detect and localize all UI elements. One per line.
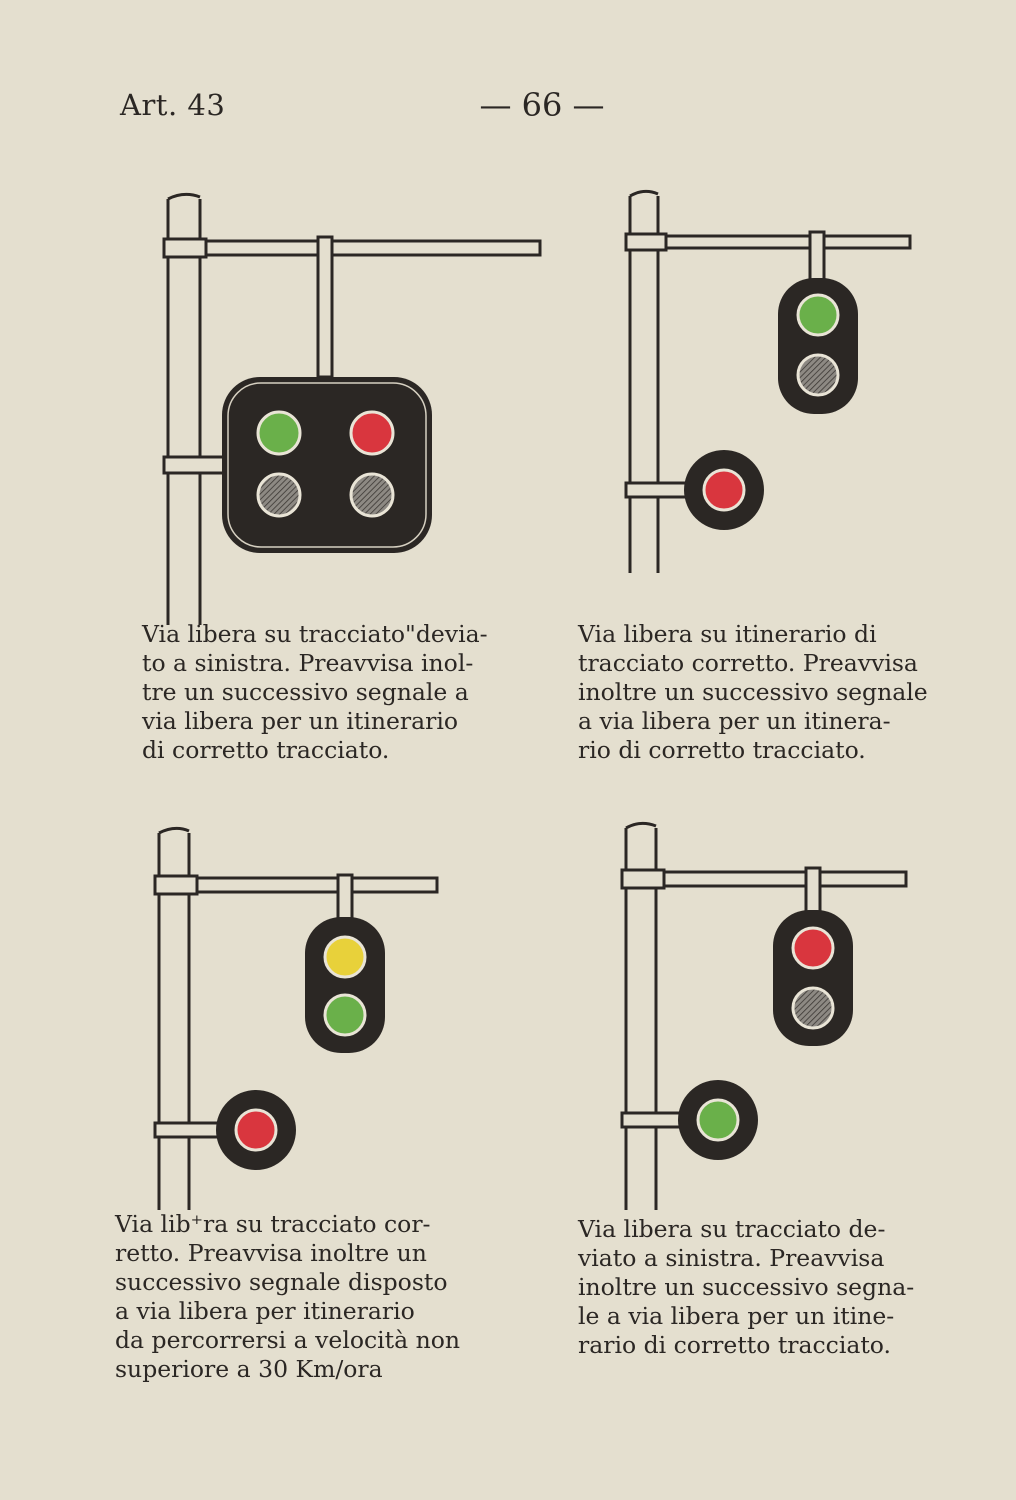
caption-line: Via libera su itinerario di: [578, 620, 877, 648]
caption-line: superiore a 30 Km/ora: [115, 1355, 383, 1383]
caption-figure-2: [578, 620, 958, 765]
disc-lamp: [698, 1100, 738, 1140]
caption-line: to a sinistra. Preavvisa inol-: [142, 649, 474, 677]
caption-line: retto. Preavvisa inoltre un: [115, 1239, 427, 1267]
lamp-bottom: [798, 355, 838, 395]
lamp-top: [798, 295, 838, 335]
lamp-4: [351, 474, 393, 516]
lamp-bottom: [793, 988, 833, 1028]
caption-line: da percorrersi a velocità non: [115, 1326, 461, 1354]
caption-figure-1: [142, 620, 532, 765]
signal-illustration-2: [610, 188, 920, 573]
caption-line: rio di corretto tracciato.: [578, 736, 866, 764]
lamp-top: [793, 928, 833, 968]
lamp-3: [258, 474, 300, 516]
disc-lamp: [704, 470, 744, 510]
page-number: — 66 —: [479, 86, 605, 124]
caption-line: le a via libera per un itine-: [578, 1302, 895, 1330]
caption-line: Via libera su tracciato"devia-: [142, 620, 488, 648]
caption-line: inoltre un successivo segna-: [578, 1273, 915, 1301]
caption-figure-3: [115, 1210, 495, 1384]
article-number: Art. 43: [120, 88, 226, 122]
caption-line: a via libera per un itinera-: [578, 707, 891, 735]
caption-line: via libera per un itinerario: [142, 707, 459, 735]
caption-line: Via lib⁺ra su tracciato cor-: [115, 1210, 431, 1238]
caption-line: rario di corretto tracciato.: [578, 1331, 892, 1359]
lamp-top: [325, 937, 365, 977]
lamp-1: [258, 412, 300, 454]
lamp-bottom: [325, 995, 365, 1035]
caption-line: tracciato corretto. Preavvisa: [578, 649, 918, 677]
caption-line: a via libera per itinerario: [115, 1297, 415, 1325]
caption-figure-4: [578, 1215, 948, 1360]
caption-line: viato a sinistra. Preavvisa: [578, 1244, 885, 1272]
signal-figure-3: [145, 825, 455, 1210]
disc-lamp: [236, 1110, 276, 1150]
lamp-2: [351, 412, 393, 454]
quad-signal-illustration: [150, 185, 550, 625]
signal-figure-1: [150, 185, 550, 625]
signal-illustration-3: [145, 825, 455, 1210]
caption-line: inoltre un successivo segnale: [578, 678, 928, 706]
caption-line: tre un successivo segnale a: [142, 678, 469, 706]
caption-line: Via libera su tracciato de-: [578, 1215, 886, 1243]
signal-figure-2: [610, 188, 920, 573]
caption-line: successivo segnale disposto: [115, 1268, 448, 1296]
signal-illustration-4: [610, 820, 920, 1210]
signal-figure-4: [610, 820, 920, 1210]
caption-line: di corretto tracciato.: [142, 736, 390, 764]
